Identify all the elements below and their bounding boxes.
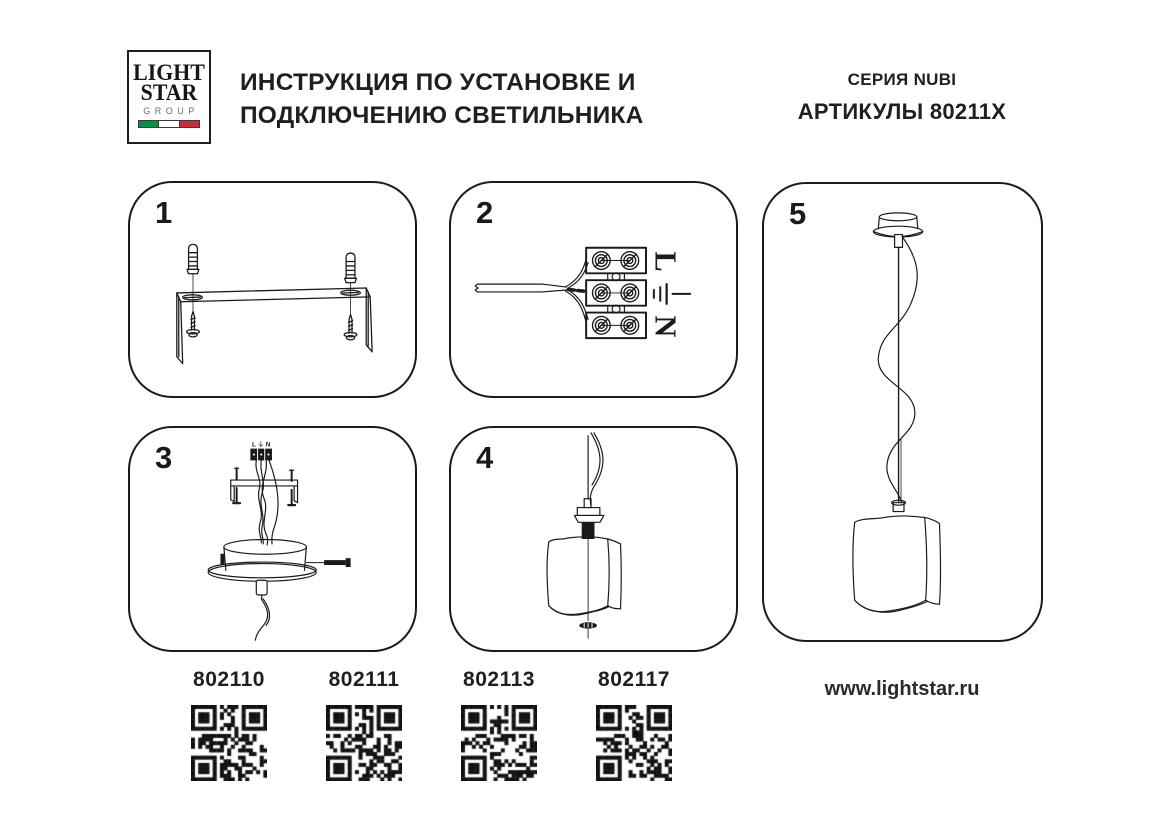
qr-code xyxy=(191,705,267,781)
step-4-panel xyxy=(449,426,738,652)
step-2-panel xyxy=(449,181,738,398)
step-number-2: 2 xyxy=(476,195,494,230)
page-title-line1: ИНСТРУКЦИЯ ПО УСТАНОВКЕ И xyxy=(240,69,636,96)
step-number-4: 4 xyxy=(476,440,494,475)
website-url: www.lightstar.ru xyxy=(824,678,980,700)
step-5-panel xyxy=(762,182,1043,642)
wall-plug-right xyxy=(345,253,357,314)
italian-flag-stripe xyxy=(138,120,200,128)
step-number-3: 3 xyxy=(155,440,173,475)
mini-terminal-label: L ⏚ N xyxy=(252,441,271,449)
line-label: L xyxy=(648,251,683,272)
article-802110 xyxy=(174,668,284,786)
step-number-5: 5 xyxy=(789,196,807,231)
series-name: СЕРИЯ NUBI xyxy=(847,70,957,89)
lightstar-logo xyxy=(127,50,211,144)
step2-wiring-drawing xyxy=(451,183,736,396)
logo-text-star: STAR xyxy=(140,80,198,105)
article-802111 xyxy=(309,668,419,786)
page-title-line2: ПОДКЛЮЧЕНИЮ СВЕТИЛЬНИКА xyxy=(240,102,644,129)
step-3-panel xyxy=(128,426,417,652)
flag-white-segment xyxy=(159,121,179,127)
step1-bracket-drawing xyxy=(130,183,415,396)
step4-shade-drawing xyxy=(451,428,736,650)
series-block xyxy=(782,70,1022,125)
article-code: 802113 xyxy=(463,668,535,691)
qr-code xyxy=(326,705,402,781)
flag-red-segment xyxy=(180,121,199,127)
qr-code xyxy=(596,705,672,781)
terminal-screws xyxy=(593,252,639,334)
qr-code xyxy=(461,705,537,781)
step5-pendant-drawing xyxy=(764,184,1041,640)
screw-right xyxy=(344,315,357,340)
flag-green-segment xyxy=(139,121,159,127)
logo-text-light: LIGHT xyxy=(133,60,205,85)
logo-text-group: GROUP xyxy=(143,106,199,116)
step-number-1: 1 xyxy=(155,195,173,230)
step3-canopy-drawing xyxy=(130,428,415,650)
article-code: 802110 xyxy=(193,668,265,691)
neutral-label: N xyxy=(648,315,683,338)
step-1-panel xyxy=(128,181,417,398)
article-code: 802117 xyxy=(598,668,670,691)
page-title xyxy=(240,66,643,132)
articles-heading: АРТИКУЛЫ 80211X xyxy=(797,99,1007,124)
article-802113 xyxy=(444,668,554,786)
article-code: 802111 xyxy=(328,668,400,691)
ground-icon xyxy=(654,284,690,304)
article-802117 xyxy=(579,668,689,786)
screw-left xyxy=(187,312,200,337)
